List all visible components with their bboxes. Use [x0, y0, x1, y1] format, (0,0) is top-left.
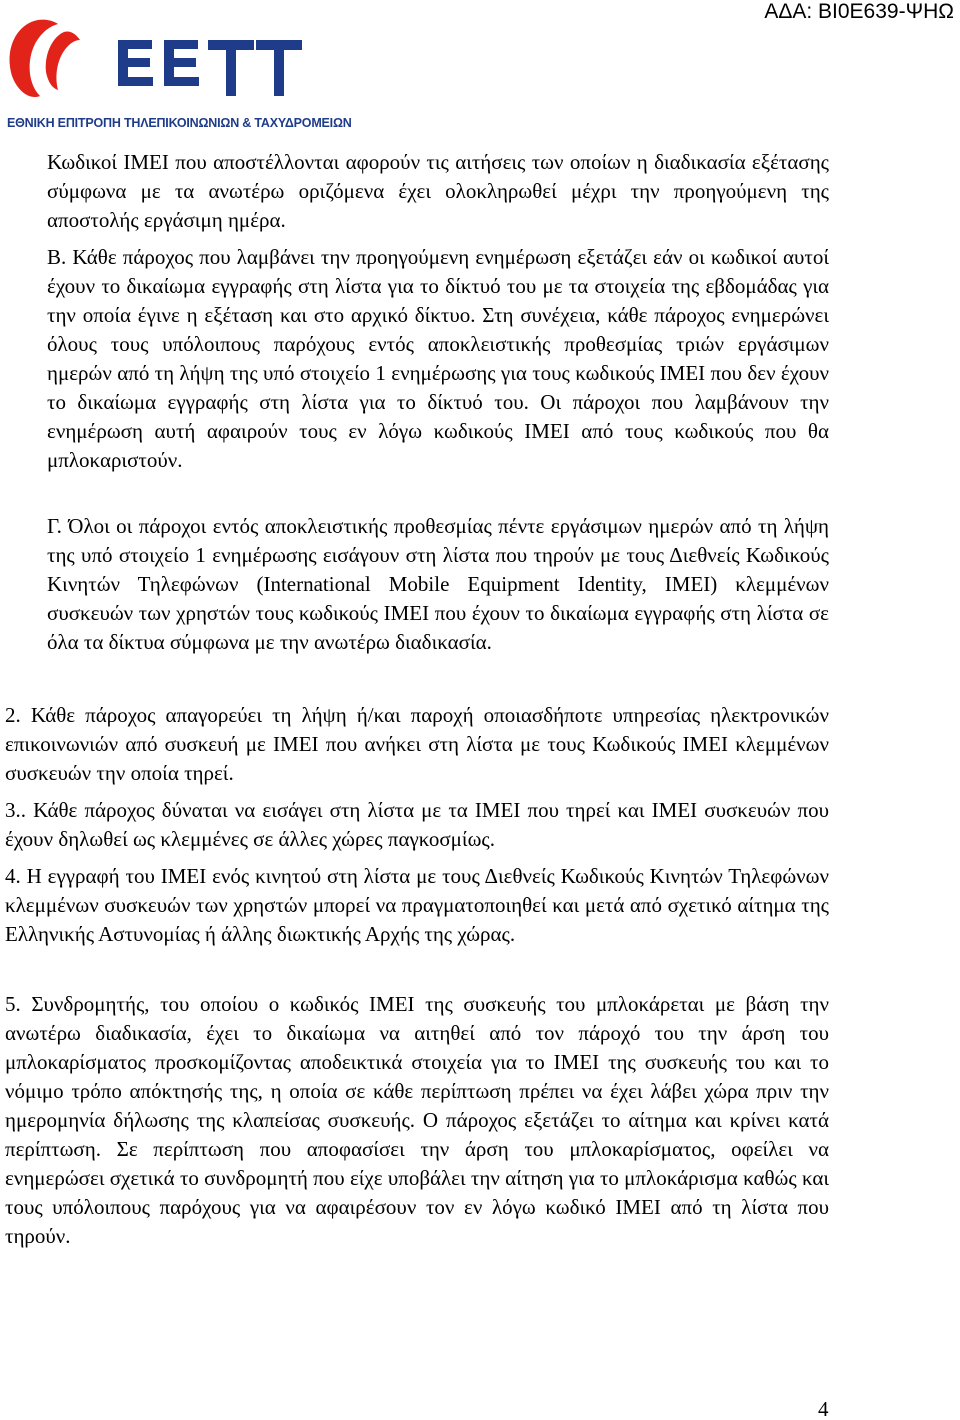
ada-code: ΑΔΑ: ΒΙ0Ε639-ΨΗΩ [764, 0, 954, 23]
logo-subtitle: ΕΘΝΙΚΗ ΕΠΙΤΡΟΠΗ ΤΗΛΕΠΙΚΟΙΝΩΝΙΩΝ & ΤΑΧΥΔΡΟΜΕΙΩΝ [7, 116, 352, 130]
paragraph-3 [5, 796, 829, 854]
page-number: 4 [818, 1397, 829, 1420]
eett-logo-graphic [6, 18, 306, 114]
paragraph-imei-codes [47, 148, 829, 235]
paragraph-text: 3.. Κάθε πάροχος δύναται να εισάγει στη λίστα με τα ΙΜΕΙ που τηρεί και ΙΜΕΙ συσκευών που έχουν δηλωθεί ως κλεμμένες σε άλλες χώρες παγκοσμίως. [5, 798, 829, 851]
logo-letters [118, 40, 302, 96]
paragraph-text: 5. Συνδρομητής, του οποίου ο κωδικός ΙΜΕΙ της συσκευής του μπλοκάρεται με βάση την ανωτέρω διαδικασία, έχει το δικαίωμα να αιτηθεί από τον πάροχό του την άρση του μπλοκαρίσματος προσκομίζοντας αποδεικτικά στοιχεία για το ΙΜΕΙ της συσκευής του και το νόμιμο τρόπο απόκτησής της, η οποία σε κάθε περίπτωση πρέπει να έχει λάβει χώρα πριν την ημερομηνία δήλωσης της κλαπείσας συσκευής. Ο πάροχος εξετάζει το αίτημα και κρίνει κατά περίπτωση. Σε περίπτωση που αποφασίσει την άρση του μπλοκαρίσματος, οφείλει να ενημερώσει σχετικά το συνδρομητή που είχε υποβάλει την αίτηση για το μπλοκάρισμα καθώς και τους υπόλοιπους παρόχους για να αφαιρέσουν τον εν λόγω κωδικό ΙΜΕΙ από τη λίστα που τηρούν. [5, 992, 829, 1248]
paragraph-text: 2. Κάθε πάροχος απαγορεύει τη λήψη ή/και παροχή οποιασδήποτε υπηρεσίας ηλεκτρονικών επικοινωνιών από συσκευή με ΙΜΕΙ που ανήκει στη λίστα με τους Κωδικούς ΙΜΕΙ κλεμμένων συσκευών την οποία τηρεί. [5, 703, 829, 785]
paragraph-c [47, 512, 829, 657]
logo-red-mark [10, 20, 80, 97]
paragraph-5 [5, 990, 829, 1251]
paragraph-text: 4. Η εγγραφή του ΙΜΕΙ ενός κινητού στη λίστα με τους Διεθνείς Κωδικούς Κινητών Τηλεφώνων κλεμμένων συσκευών των χρηστών μπορεί να πραγματοποιηθεί και μετά από σχετικό αίτημα της Ελληνικής Αστυνομίας ή άλλης διωκτικής Αρχής της χώρας. [5, 864, 829, 946]
paragraph-text: Κωδικοί ΙΜΕΙ που αποστέλλονται αφορούν τις αιτήσεις των οποίων η διαδικασία εξέτασης σύμφωνα με τα ανωτέρω οριζόμενα έχει ολοκληρωθεί μέχρι την προηγούμενη της αποστολής εργάσιμη ημέρα. [47, 150, 829, 232]
paragraph-b [47, 243, 829, 475]
paragraph-text: Β. Κάθε πάροχος που λαμβάνει την προηγούμενη ενημέρωση εξετάζει εάν οι κωδικοί αυτοί έχουν το δικαίωμα εγγραφής στη λίστα για το δίκτυό του με τα στοιχεία της εβδομάδας για την οποία έγινε η εξέταση και στο αρχικό δίκτυο. Στη συνέχεια, κάθε πάροχος ενημερώνει όλους τους υπόλοιπους παρόχους εντός αποκλειστικής προθεσμίας τριών εργάσιμων ημερών από τη λήψη της υπό στοιχείο 1 ενημέρωσης για τους κωδικούς ΙΜΕΙ που δεν έχουν το δικαίωμα εγγραφής στη λίστα για το δίκτυό του. Οι πάροχοι που λαμβάνουν την ενημέρωση αυτή αφαιρούν τους εν λόγω κωδικούς ΙΜΕΙ από τους κωδικούς που θα μπλοκαριστούν. [47, 245, 829, 472]
paragraph-4 [5, 862, 829, 949]
paragraph-text: Γ. Όλοι οι πάροχοι εντός αποκλειστικής προθεσμίας πέντε εργάσιμων ημερών από τη λήψη της υπό στοιχείο 1 ενημέρωσης εισάγουν στη λίστα που τηρούν με τους Διεθνείς Κωδικούς Κινητών Τηλεφώνων (International Mobile Equipment Identity, IMEI) κλεμμένων συσκευών των χρηστών τους κωδικούς ΙΜΕΙ που έχουν το δικαίωμα εγγραφής στη λίστα σε όλα τα δίκτυα σύμφωνα με την ανωτέρω διαδικασία. [47, 514, 829, 654]
eett-logo [6, 18, 352, 138]
paragraph-2 [5, 701, 829, 788]
